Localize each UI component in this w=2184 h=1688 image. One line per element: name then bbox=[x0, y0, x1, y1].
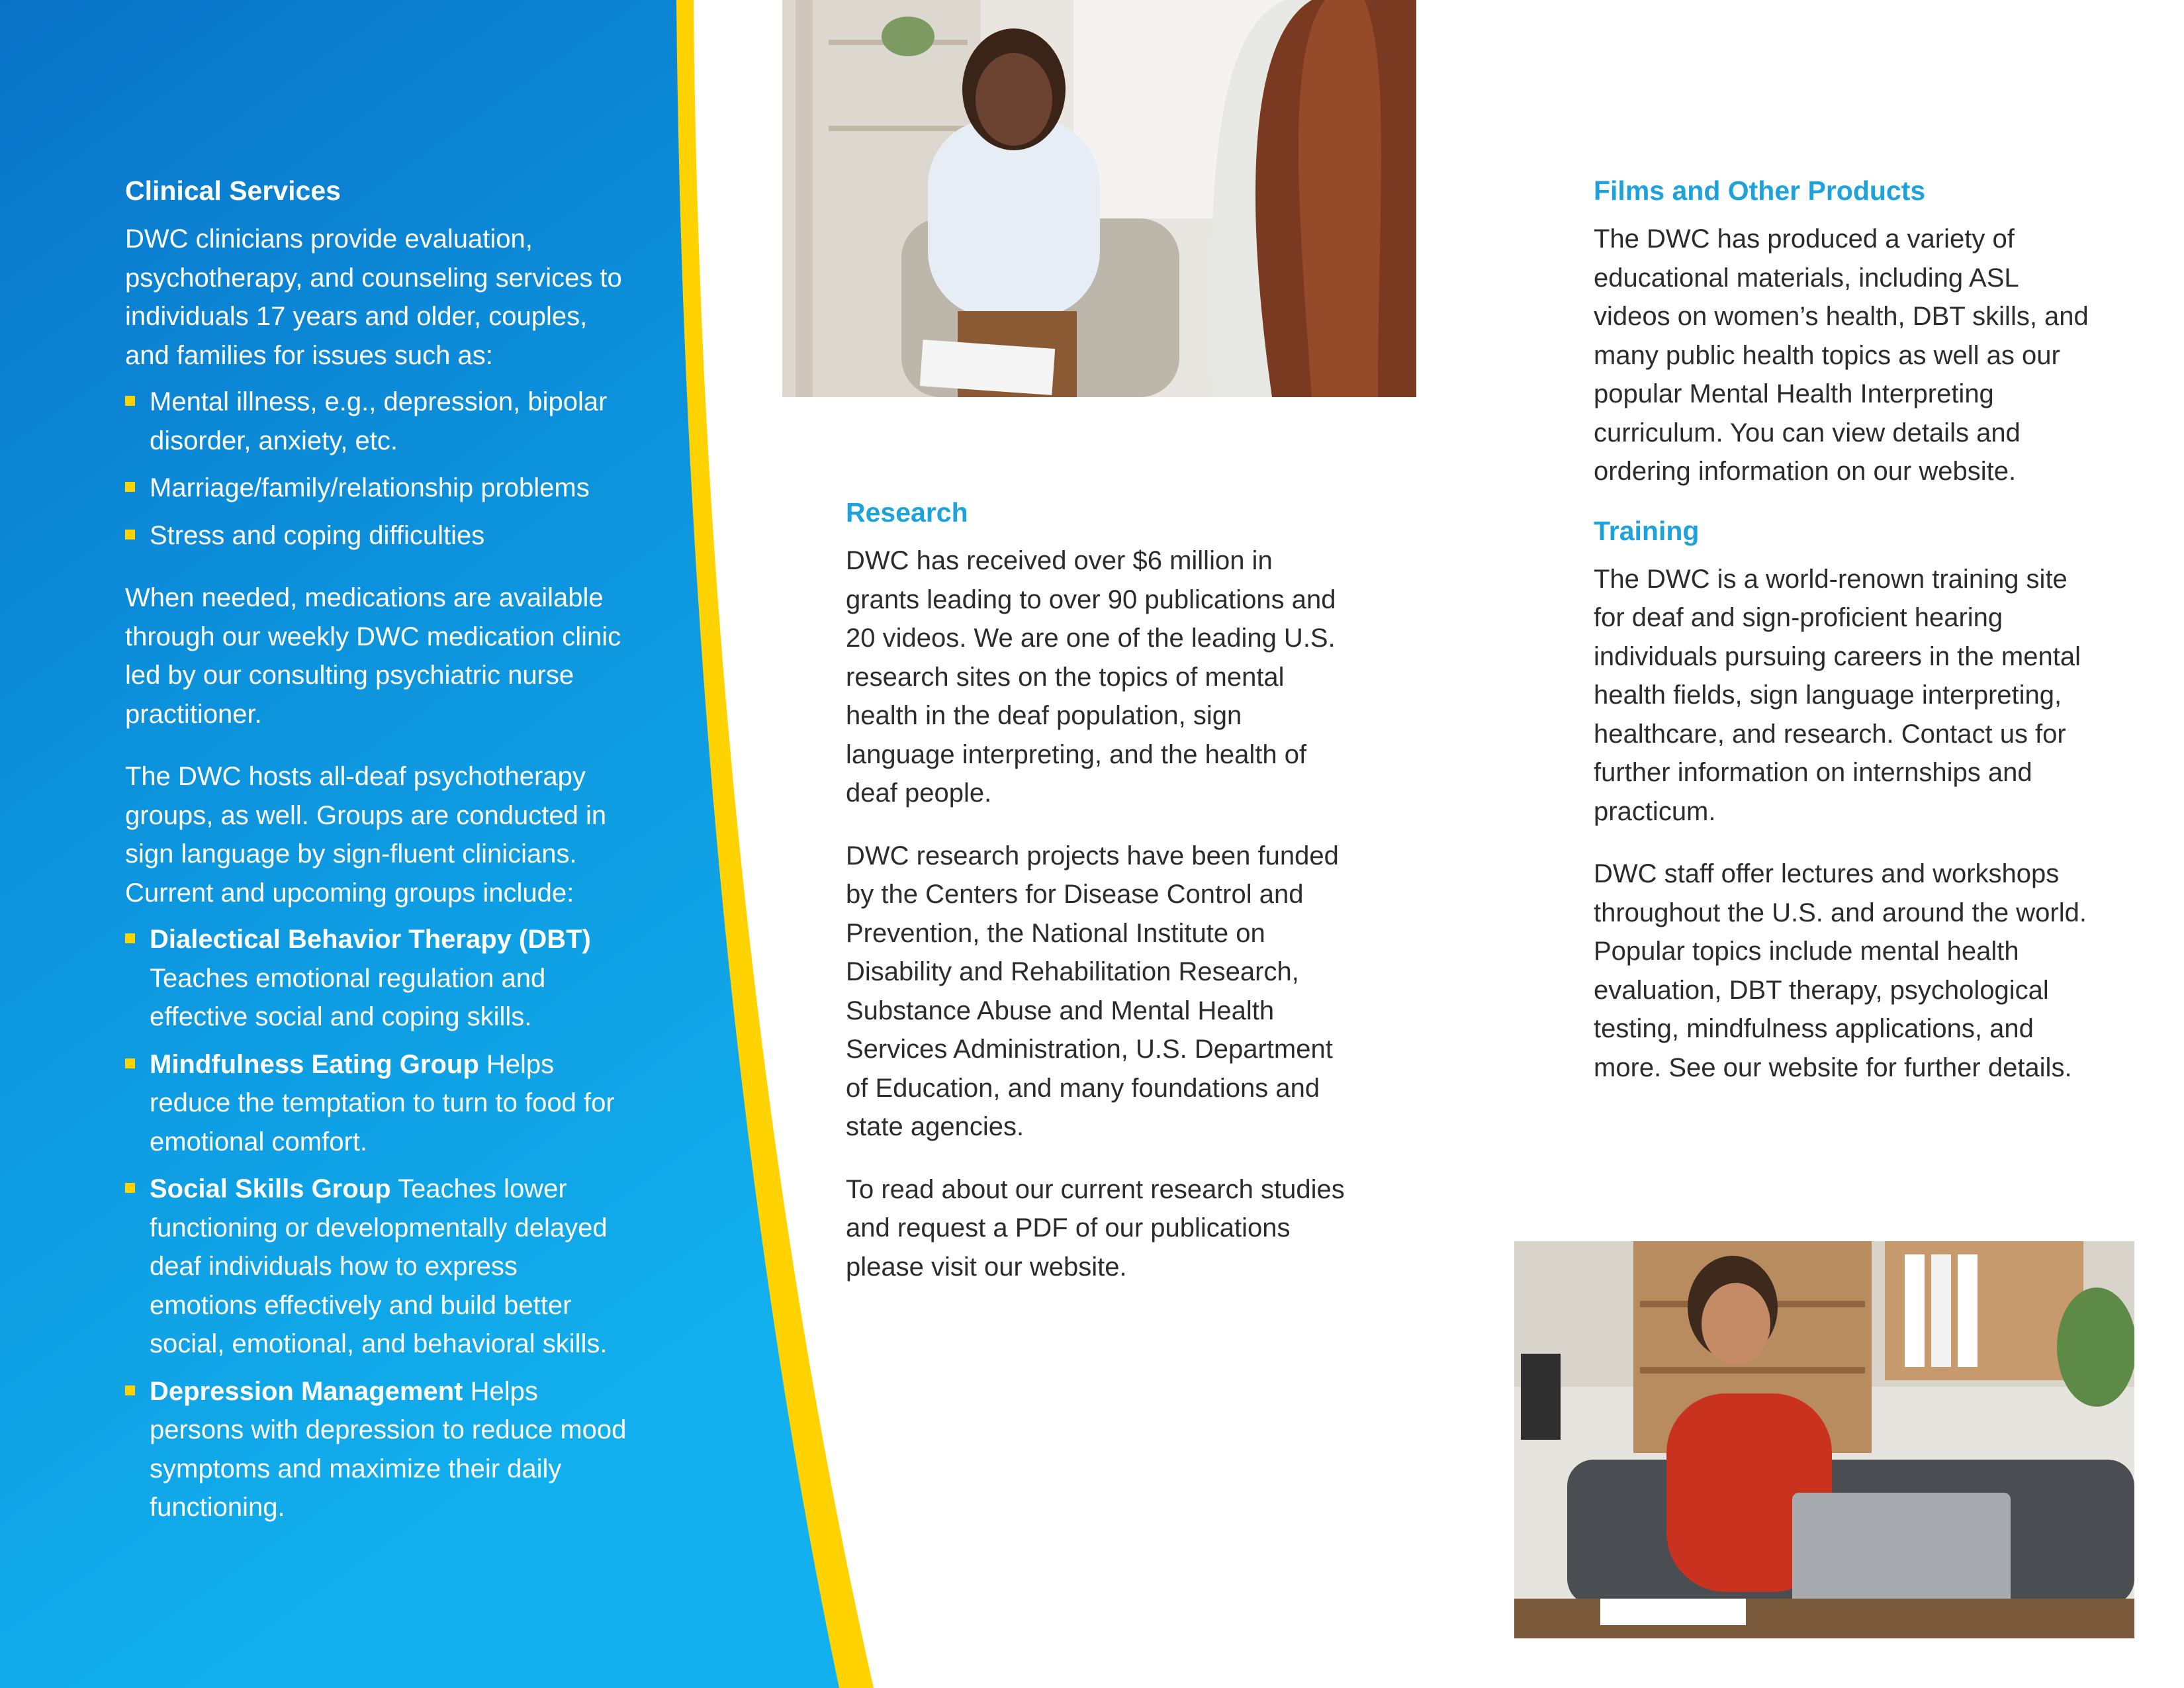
research-section bbox=[846, 495, 1349, 1286]
group-name: Depression Management bbox=[150, 1376, 463, 1406]
group-description: Helps reduce the temptation to turn to food for emotional comfort. bbox=[150, 1049, 615, 1156]
group-description: Teaches emotional regulation and effective social and coping skills. bbox=[150, 963, 546, 1031]
group-description: Helps persons with depression to reduce mood symptoms and maximize their daily functioning. bbox=[150, 1376, 627, 1522]
clinical-services-heading: Clinical Services bbox=[125, 175, 341, 206]
group-name: Mindfulness Eating Group bbox=[150, 1049, 479, 1079]
research-paragraph-3: To read about our current research studies and request a PDF of our publications please visit our website. bbox=[846, 1174, 1345, 1282]
films-heading: Films and Other Products bbox=[1594, 175, 1926, 206]
counseling-session-photo bbox=[782, 0, 1416, 397]
list-item bbox=[125, 1045, 628, 1162]
square-bullet-icon bbox=[125, 482, 135, 492]
list-item: Marriage/family/relationship problems bbox=[125, 469, 628, 508]
video-signing-photo bbox=[1514, 1241, 2134, 1638]
clinical-services-intro: DWC clinicians provide evaluation, psychotherapy, and counseling services to individuals 17 years and older, couples, and families for issues such as: bbox=[125, 224, 622, 370]
square-bullet-icon bbox=[125, 1183, 135, 1193]
films-paragraph: The DWC has produced a variety of educational materials, including ASL videos on women’s health, DBT skills, and many public health topics as well as our popular Mental Health Interpreting curriculum. You can view details and ordering information on our website. bbox=[1594, 224, 2089, 486]
square-bullet-icon bbox=[125, 1385, 135, 1395]
square-bullet-icon bbox=[125, 530, 135, 539]
clinical-issues-list bbox=[125, 383, 628, 555]
research-paragraph-1: DWC has received over $6 million in grants leading to over 90 publications and 20 videos. We are one of the leading U.S. research sites on the topics of mental health in the deaf population, sign language interpreting, and the health of deaf people. bbox=[846, 546, 1336, 808]
medications-paragraph: When needed, medications are available through our weekly DWC medication clinic led by our consulting psychiatric nurse practitioner. bbox=[125, 583, 621, 729]
square-bullet-icon bbox=[125, 1058, 135, 1068]
list-item bbox=[125, 920, 628, 1037]
list-item: Stress and coping difficulties bbox=[125, 516, 628, 555]
training-heading: Training bbox=[1594, 515, 1700, 546]
list-item bbox=[125, 1372, 628, 1527]
list-item bbox=[125, 1170, 628, 1364]
research-paragraph-2: DWC research projects have been funded by the Centers for Disease Control and Prevention, the National Institute on Disability and Rehabilitation Research, Substance Abuse and Mental Health Services Administration, U.S. Department of Education, and many foundations and state agencies. bbox=[846, 841, 1339, 1141]
square-bullet-icon bbox=[125, 396, 135, 406]
square-bullet-icon bbox=[125, 933, 135, 943]
training-paragraph-2: DWC staff offer lectures and workshops throughout the U.S. and around the world. Popular topics include mental health evaluation, DBT therapy, psychological testing, mindfulness applications, and more. See our website for further details. bbox=[1594, 859, 2087, 1082]
list-item: Mental illness, e.g., depression, bipolar disorder, anxiety, etc. bbox=[125, 383, 628, 460]
groups-intro-paragraph: The DWC hosts all-deaf psychotherapy groups, as well. Groups are conducted in sign language by sign-fluent clinicians. Current and upcoming groups include: bbox=[125, 762, 607, 908]
group-name: Social Skills Group bbox=[150, 1174, 391, 1203]
training-paragraph-1: The DWC is a world-renown training site for deaf and sign-proficient hearing individuals pursuing careers in the mental health fields, sign language interpreting, healthcare, and research. Contact us for further information on internships and practicum. bbox=[1594, 564, 2081, 826]
clinical-services-section bbox=[125, 173, 628, 1536]
therapy-groups-list bbox=[125, 920, 628, 1527]
films-training-section bbox=[1594, 173, 2097, 1087]
research-heading: Research bbox=[846, 497, 968, 528]
group-name: Dialectical Behavior Therapy (DBT) bbox=[150, 925, 591, 954]
group-description: Teaches lower functioning or developmentally delayed deaf individuals how to express emotions effectively and build better social, emotional, and behavioral skills. bbox=[150, 1174, 608, 1358]
